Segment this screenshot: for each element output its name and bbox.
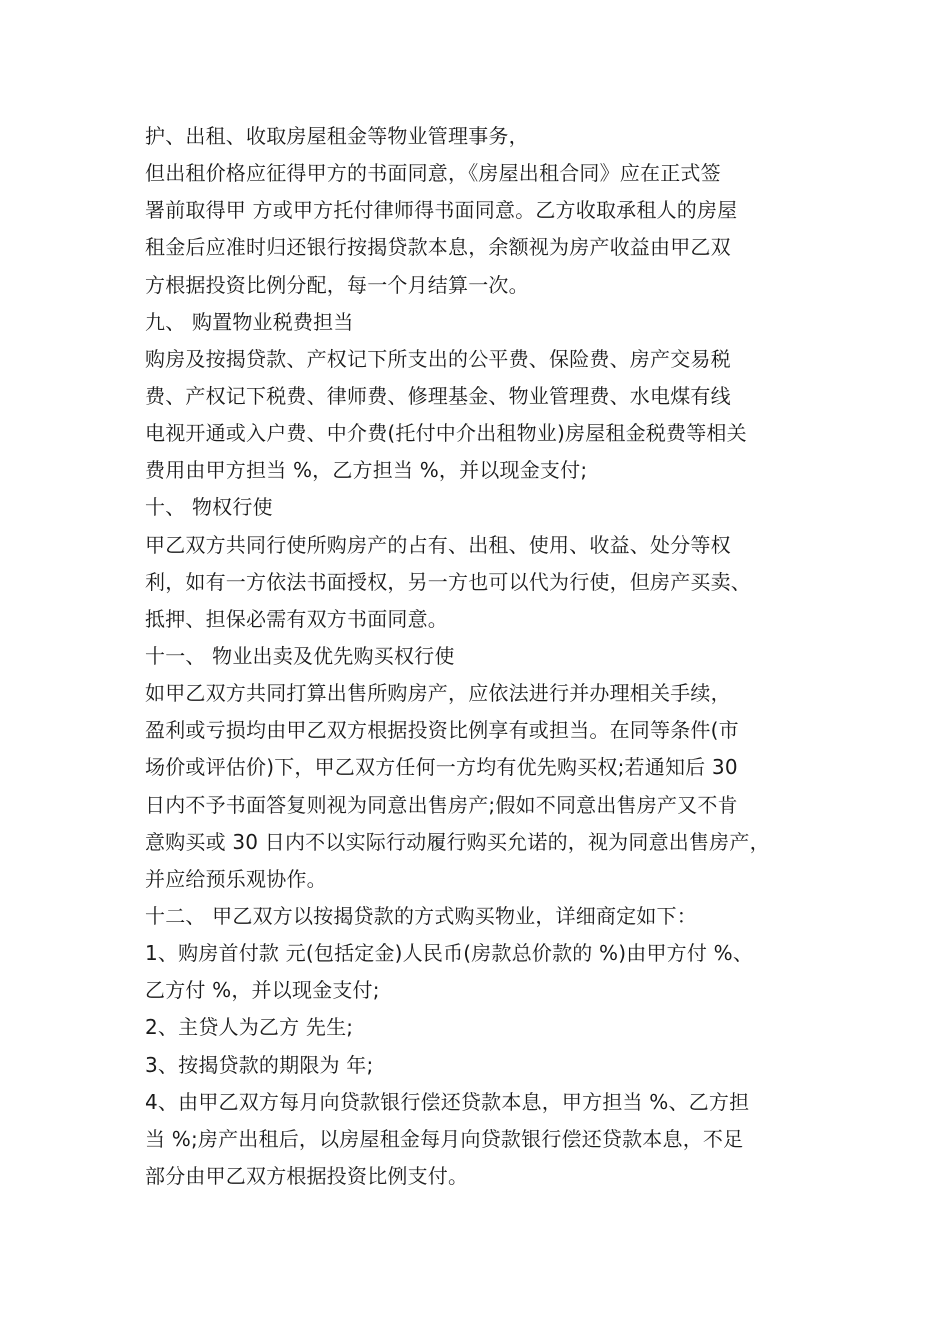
text-line: 乙方付 %，并以现金支付; (145, 978, 380, 1003)
text-line: 部分由甲乙双方根据投资比例支付。 (145, 1163, 469, 1188)
text-line: 护、出租、收取房屋租金等物业管理事务， (145, 124, 529, 148)
text-line: 并应给预乐观协作。 (145, 866, 327, 891)
text-line: 但出租价格应征得甲方的书面同意，《房屋出租合同》应在正式签 (145, 161, 721, 186)
text-line: 租金后应准时归还银行按揭贷款本息，余额视为房产收益由甲乙双 (145, 235, 731, 260)
text-line: 场价或评估价)下，甲乙双方任何一方均有优先购买权;若通知后 30 (145, 755, 738, 780)
document-body (145, 118, 835, 1195)
text-line: 甲乙双方共同行使所购房产的占有、出租、使用、收益、处分等权 (145, 532, 731, 557)
text-line: 购房及按揭贷款、产权记下所支出的公平费、保险费、房产交易税 (145, 346, 731, 371)
section-heading: 十二、 甲乙双方以按揭贷款的方式购买物业，详细商定如下： (145, 903, 697, 928)
text-line: 当 %;房产出租后，以房屋租金每月向贷款银行偿还贷款本息，不足 (145, 1126, 744, 1151)
text-line: 电视开通或入户费、中介费(托付中介出租物业)房屋租金税费等相关 (145, 421, 747, 446)
list-item: 2、主贷人为乙方 先生; (145, 1015, 354, 1040)
text-line: 费、产权记下税费、律师费、修理基金、物业管理费、水电煤有线 (145, 383, 731, 408)
list-item: 3、按揭贷款的期限为 年; (145, 1052, 374, 1077)
text-line: 抵押、担保必需有双方书面同意。 (145, 606, 448, 631)
section-heading: 十一、 物业出卖及优先购买权行使 (145, 643, 455, 668)
text-line: 署前取得甲 方或甲方托付律师得书面同意。乙方收取承租人的房屋 (145, 198, 738, 223)
section-heading: 十、 物权行使 (145, 495, 273, 520)
text-line: 如甲乙双方共同打算出售所购房产，应依法进行并办理相关手续， (145, 681, 731, 706)
text-line: 方根据投资比例分配，每一个月结算一次。 (145, 272, 529, 297)
text-line: 日内不予书面答复则视为同意出售房产;假如不同意出售房产又不肯 (145, 792, 738, 817)
list-item: 1、购房首付款 元(包括定金)人民币(房款总价款的 %)由甲方付 %、 (145, 941, 754, 966)
section-heading: 九、 购置物业税费担当 (145, 309, 354, 334)
list-item: 4、由甲乙双方每月向贷款银行偿还贷款本息，甲方担当 %、乙方担 (145, 1089, 750, 1114)
text-line: 意购买或 30 日内不以实际行动履行购买允诺的，视为同意出售房产， (145, 829, 770, 854)
text-line: 费用由甲方担当 %，乙方担当 %，并以现金支付; (145, 458, 588, 483)
text-line: 利，如有一方依法书面授权，另一方也可以代为行使，但房产买卖、 (145, 569, 751, 594)
text-line: 盈利或亏损均由甲乙双方根据投资比例享有或担当。在同等条件(市 (145, 718, 739, 743)
